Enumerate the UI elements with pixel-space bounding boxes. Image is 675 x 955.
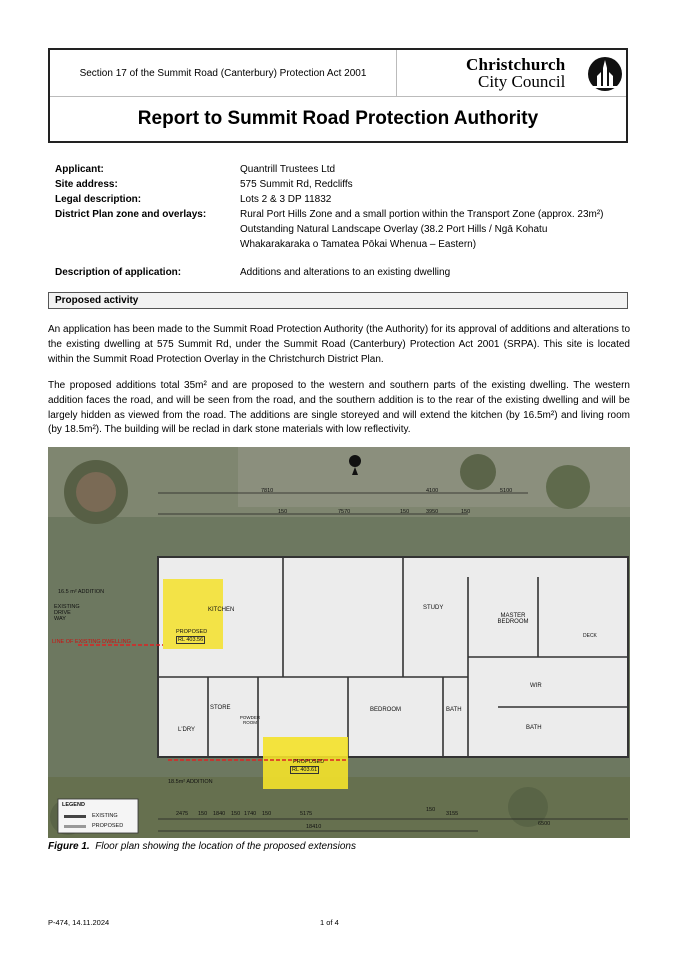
cathedral-emblem-icon bbox=[587, 56, 623, 92]
dim-bottom-5: 150 bbox=[262, 811, 272, 817]
room-kitchen: KITCHEN bbox=[208, 607, 235, 613]
footer-page-number: 1 of 4 bbox=[320, 918, 339, 927]
dim-top2-4: 150 bbox=[461, 509, 471, 515]
zone-value-1: Rural Port Hills Zone and a small portion within the Transport Zone (approx. 23m²) bbox=[240, 209, 604, 220]
description-value: Additions and alterations to an existing dwelling bbox=[240, 267, 451, 278]
header-divider bbox=[396, 50, 397, 96]
addition-south-label: 18.5m² ADDITION bbox=[168, 779, 213, 785]
dim-top-0: 7810 bbox=[261, 488, 274, 494]
addition-west-label: 16.5 m² ADDITION bbox=[58, 589, 105, 595]
room-store: STORE bbox=[210, 705, 231, 711]
legend-existing: EXISTING bbox=[92, 813, 118, 819]
dim-bottom-9: 6500 bbox=[538, 821, 551, 827]
existing-driveway-label: EXISTING DRIVE WAY bbox=[54, 604, 80, 622]
footer-reference: P-474, 14.11.2024 bbox=[48, 918, 110, 927]
dim-top2-2: 150 bbox=[400, 509, 410, 515]
room-master-bedroom: MASTER BEDROOM bbox=[497, 613, 529, 625]
room-powder: POWDER ROOM bbox=[239, 715, 261, 725]
room-wir: WIR bbox=[530, 683, 542, 689]
applicant-label: Applicant: bbox=[55, 164, 104, 175]
council-logo-text bbox=[466, 56, 565, 90]
figure-caption-label: Figure 1. bbox=[48, 841, 90, 852]
site-label: Site address: bbox=[55, 179, 118, 190]
figure-caption bbox=[48, 841, 356, 852]
room-study: STUDY bbox=[423, 605, 444, 611]
dim-top-2: 5100 bbox=[500, 488, 513, 494]
dim-total: 18410 bbox=[306, 824, 322, 830]
page-title: Report to Summit Road Protection Authority bbox=[137, 108, 539, 129]
room-bath-2: BATH bbox=[526, 725, 542, 731]
paragraph-1: An application has been made to the Summit Road Protection Authority (the Authority) for its approval of additions and alterations to the existing dwelling at 575 Summit Rd, under the Summit Road (Canterbury) Protection Act 2001 (SRPA). This site is located within the Summit Road Protection Overlay in the Christchurch District Plan. bbox=[48, 324, 631, 365]
dim-bottom-1: 150 bbox=[198, 811, 208, 817]
legal-value: Lots 2 & 3 DP 11832 bbox=[240, 194, 332, 205]
logo-line1: Christchurch bbox=[466, 55, 566, 74]
logo-line2: City Council bbox=[478, 72, 566, 91]
dim-bottom-0: 2475 bbox=[176, 811, 189, 817]
room-bath-1: BATH bbox=[446, 707, 462, 713]
dim-top2-0: 150 bbox=[278, 509, 288, 515]
dim-bottom-3: 150 bbox=[231, 811, 241, 817]
proposed-label-2: PROPOSED bbox=[293, 759, 325, 765]
dim-top-1: 4100 bbox=[426, 488, 439, 494]
dim-top2-1: 7570 bbox=[338, 509, 351, 515]
dim-bottom-6: 5175 bbox=[300, 811, 313, 817]
proposed-rl-2: RL 403.61 bbox=[292, 767, 318, 773]
zone-value-3: Whakarakaraka o Tamatea Pōkai Whenua – Eastern) bbox=[240, 239, 477, 250]
paragraph-2: The proposed additions total 35m² and are proposed to the western and southern parts of the existing dwelling. The western addition faces the road, and will be seen from the road, and the southern addition is to the rear of the existing dwelling and will be largely hidden as viewed from the road. The additions are single storeyed and will extend the kitchen (by 16.5m²) and living room (by 18.5m²). The building will be reclad in dark stone materials with low reflectivity. bbox=[48, 380, 630, 436]
dim-bottom-4: 1740 bbox=[244, 811, 257, 817]
applicant-value: Quantrill Trustees Ltd bbox=[240, 164, 336, 175]
room-laundry: L'DRY bbox=[178, 727, 196, 733]
dim-bottom-8: 3155 bbox=[446, 811, 459, 817]
figure-caption-text: Floor plan showing the location of the proposed extensions bbox=[95, 841, 356, 852]
existing-line-label: LINE OF EXISTING DWELLING bbox=[52, 639, 131, 645]
header-top-row bbox=[50, 50, 626, 97]
proposed-activity-heading: Proposed activity bbox=[48, 292, 628, 309]
zone-value-2: Outstanding Natural Landscape Overlay (38.2 Port Hills / Ngā Kohatu bbox=[240, 224, 548, 235]
legend-title: LEGEND bbox=[62, 802, 85, 808]
proposed-rl-1: RL 403.56 bbox=[178, 637, 204, 643]
dim-bottom-2: 1840 bbox=[213, 811, 226, 817]
report-header bbox=[48, 48, 628, 143]
council-logo bbox=[408, 54, 623, 92]
floor-plan-figure bbox=[48, 447, 630, 838]
proposed-label-1: PROPOSED bbox=[176, 629, 208, 635]
dim-top2-3: 3950 bbox=[426, 509, 439, 515]
act-reference: Section 17 of the Summit Road (Canterbury) Protection Act 2001 bbox=[79, 67, 367, 79]
room-bedroom: BEDROOM bbox=[370, 707, 402, 713]
room-deck: DECK bbox=[583, 633, 597, 639]
dim-bottom-7: 150 bbox=[426, 807, 436, 813]
legal-label: Legal description: bbox=[55, 194, 142, 205]
legend-proposed: PROPOSED bbox=[92, 823, 124, 829]
description-label: Description of application: bbox=[55, 267, 182, 278]
site-value: 575 Summit Rd, Redcliffs bbox=[240, 179, 353, 190]
zone-label: District Plan zone and overlays: bbox=[55, 209, 207, 220]
